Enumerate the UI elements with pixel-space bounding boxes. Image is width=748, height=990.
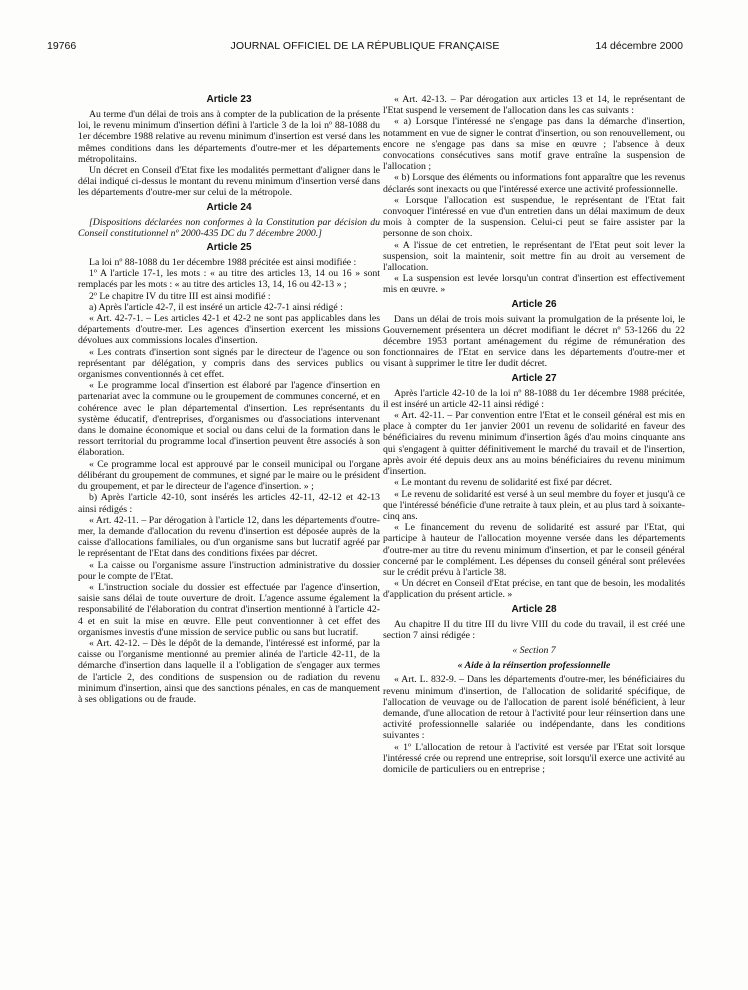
article-27-paragraph: « Un décret en Conseil d'Etat précise, en tant que de besoin, les modalités d'application du présent article. » <box>383 578 685 601</box>
article-23-paragraph: Un décret en Conseil d'Etat fixe les modalités permettant d'aligner dans le délai indiqué ci-dessus le montant du revenu minimum d'insertion versé dans les départements d'outre-mer sur celui de la métropole. <box>78 165 380 199</box>
article-25-paragraph: « Art. 42-11. – Par dérogation à l'article 12, dans les départements d'outre-mer, la demande d'allocation du revenu d'insertion est déposée auprès de la caisse d'allocations familiales, ou d'un organisme sans but lucratif agréé par le représentant de l'Etat dans des conditions fixées par décret. <box>78 514 380 560</box>
art-42-13-paragraph: « A l'issue de cet entretien, le représentant de l'Etat peut soit lever la suspension, soit la maintenir, soit mettre fin au droit au versement de l'allocation. <box>383 239 685 274</box>
article-25-paragraph: « Art. 42-7-1. – Les articles 42-1 et 42-2 ne sont pas applicables dans les départements d'outre-mer. Les agences d'insertion exercent les missions dévolues aux commissions locales d'insertion. <box>78 313 380 347</box>
article-25-paragraph: « Ce programme local est approuvé par le conseil municipal ou l'organe délibérant du groupement de communes, et signé par le maire ou le président du groupement, et par le directeur de l'agence d'insertion. » ; <box>78 458 380 493</box>
article-25-paragraph: b) Après l'article 42-10, sont insérés les articles 42-11, 42-12 et 42-13 ainsi rédigés : <box>78 492 380 515</box>
article-25-paragraph: 1º A l'article 17-1, les mots : « au titre des articles 13, 14 ou 16 » sont remplacés par les mots : « au titre des articles 13, 14, 16 ou 42-13 » ; <box>78 268 380 291</box>
article-27-paragraph: « Art. 42-11. – Par convention entre l'Etat et le conseil général est mis en place à compter du 1er janvier 2001 un revenu de solidarité en faveur des bénéficiaires du revenu minimum d'insertion âgés d'au moins cinquante ans qui s'engagent à quitter définitivement le marché du travail et de l'insertion, après avoir été depuis deux ans au moins bénéficiaires du revenu minimum d'insertion. <box>383 410 685 478</box>
article-25-paragraph: « L'instruction sociale du dossier est effectuée par l'agence d'insertion, saisie sans délai de toute ouverture de droit. L'agence assume également la responsabilité de l'élaboration du contrat d'insertion mentionné à l'article 42-4 et en suit la mise en œuvre. Elle peut conventionner à cet effet des organismes investis d'une mission de service public ou sans but lucratif. <box>78 581 380 638</box>
article-28-paragraph: Au chapitre II du titre III du livre VIII du code du travail, il est créé une section 7 ainsi rédigée : <box>383 618 685 641</box>
section-heading: « Section 7 <box>512 644 556 656</box>
section-title: « Aide à la réinsertion professionnelle <box>457 660 611 672</box>
article-25-heading: Article 25 <box>206 242 252 254</box>
article-27-heading: Article 27 <box>511 372 557 384</box>
article-28-paragraph: « Art. L. 832-9. – Dans les départements d'outre-mer, les bénéficiaires du revenu minimum d'insertion, de l'allocation de solidarité spécifique, de l'allocation de veuvage ou de l'allocation de parent isolé bénéficient, à leur demande, d'une allocation de retour à l'activité pour leur réinsertion dans une activité professionnelle salariée ou indépendante, dans les conditions suivantes : <box>383 674 685 742</box>
article-28-paragraph: « 1º L'allocation de retour à l'activité est versée par l'Etat soit lorsque l'intéressé crée ou reprend une entreprise, soit lorsqu'il exerce une activité au domicile de particuliers ou en entreprise ; <box>383 741 685 775</box>
art-42-13-paragraph: « La suspension est levée lorsqu'un contrat d'insertion est effectivement mis en œuvre. » <box>383 273 685 296</box>
right-column <box>383 94 685 775</box>
article-25-paragraph: « Art. 42-12. – Dès le dépôt de la demande, l'intéressé est informé, par la caisse ou l'organisme mentionné au premier alinéa de l'article 42-11, de la démarche d'insertion dans laquelle il a l'obligation de s'engager aux termes de l'article 2, des conditions de suspension ou de radiation du revenu minimum d'insertion, ainsi que des sanctions pénales, en cas de manquement à ses obligations ou de fraude. <box>78 637 380 705</box>
article-25-paragraph: « La caisse ou l'organisme assure l'instruction administrative du dossier pour le compte de l'Etat. <box>78 559 380 582</box>
journal-title: JOURNAL OFFICIEL DE LA RÉPUBLIQUE FRANÇAISE <box>230 40 500 52</box>
article-26-heading: Article 26 <box>511 298 557 310</box>
article-25-paragraph: « Le programme local d'insertion est élaboré par l'agence d'insertion en partenariat avec la commune ou le groupement de communes concerné, et en cohérence avec le plan départemental d'insertion. Les représentants du système éducatif, d'entreprises, d'organismes ou d'associations intervenant dans le domaine économique et social ou dans celui de la formation dans le ressort territorial du programme local d'insertion peuvent être associés à son élaboration. <box>78 380 380 459</box>
article-25-paragraph: 2º Le chapitre IV du titre III est ainsi modifié : <box>89 290 271 302</box>
page-header <box>47 40 683 54</box>
publication-date: 14 décembre 2000 <box>595 40 683 52</box>
article-27-paragraph: « Le financement du revenu de solidarité est assuré par l'Etat, qui participe à hauteur de l'allocation moyenne versée dans les départements d'outre-mer au titre du revenu minimum d'insertion, et par le conseil général concerné par le complément. Les dépenses du conseil général sont prélevées sur le crédit prévu à l'article 38. <box>383 522 685 578</box>
article-25-paragraph: « Les contrats d'insertion sont signés par le directeur de l'agence ou son représentant par délégation, y compris dans des services publics ou organismes conventionnés à cet effet. <box>78 346 380 381</box>
art-42-13-paragraph: « b) Lorsque des éléments ou informations font apparaître que les revenus déclarés sont inexacts ou que l'intéressé exerce une activité professionnelle. <box>383 172 685 195</box>
art-42-13-paragraph: « a) Lorsque l'intéressé ne s'engage pas dans la démarche d'insertion, notamment en vue de signer le contrat d'insertion, ou son renouvellement, ou encore ne s'engage pas dans sa mise en œuvre ; l'absence à deux convocations consécutives sans motif grave entraîne la suspension de l'allocation ; <box>383 116 685 173</box>
page-number: 19766 <box>47 40 77 52</box>
art-42-13-paragraph: « Art. 42-13. – Par dérogation aux articles 13 et 14, le représentant de l'Etat suspend le versement de l'allocation dans les cas suivants : <box>383 94 685 117</box>
art-42-13-paragraph: « Lorsque l'allocation est suspendue, le représentant de l'Etat fait convoquer l'intéressé en vue d'un entretien dans un délai maximum de deux mois à compter de la suspension. Celui-ci peut se faire assister par la personne de son choix. <box>383 194 685 240</box>
article-23-heading: Article 23 <box>206 94 252 105</box>
article-23-paragraph: Au terme d'un délai de trois ans à compter de la publication de la présente loi, le revenu minimum d'insertion défini à l'article 3 de la loi nº 88-1088 du 1er décembre 1988 relative au revenu minimum d'insertion est versé dans les mêmes conditions dans les départements d'outre-mer et les départements métropolitains. <box>78 109 380 165</box>
article-24-heading: Article 24 <box>206 201 252 213</box>
article-27-paragraph: Après l'article 42-10 de la loi nº 88-1088 du 1er décembre 1988 précitée, il est inséré un article 42-11 ainsi rédigé : <box>383 387 685 410</box>
article-27-paragraph: « Le revenu de solidarité est versé à un seul membre du foyer et jusqu'à ce que l'intéressé bénéficie d'une retraite à taux plein, et au plus tard à soixante-cinq ans. <box>383 488 685 522</box>
article-26-paragraph: Dans un délai de trois mois suivant la promulgation de la présente loi, le Gouvernement présentera un décret modifiant le décret nº 53-1266 du 22 décembre 1953 portant aménagement du régime de rémunération des fonctionnaires de l'Etat en service dans les départements d'outre-mer et visant à supprimer le titre Ier dudit décret. <box>383 313 685 370</box>
article-25-paragraph: La loi nº 88-1088 du 1er décembre 1988 précitée est ainsi modifiée : <box>89 257 357 269</box>
article-27-paragraph: « Le montant du revenu de solidarité est fixé par décret. <box>394 477 612 489</box>
article-25-paragraph: a) Après l'article 42-7, il est inséré un article 42-7-1 ainsi rédigé : <box>89 301 343 313</box>
left-column <box>78 94 380 705</box>
article-28-heading: Article 28 <box>511 603 557 615</box>
article-24-paragraph: [Dispositions déclarées non conformes à la Constitution par décision du Conseil constitutionnel nº 2000-435 DC du 7 décembre 2000.] <box>78 216 380 239</box>
